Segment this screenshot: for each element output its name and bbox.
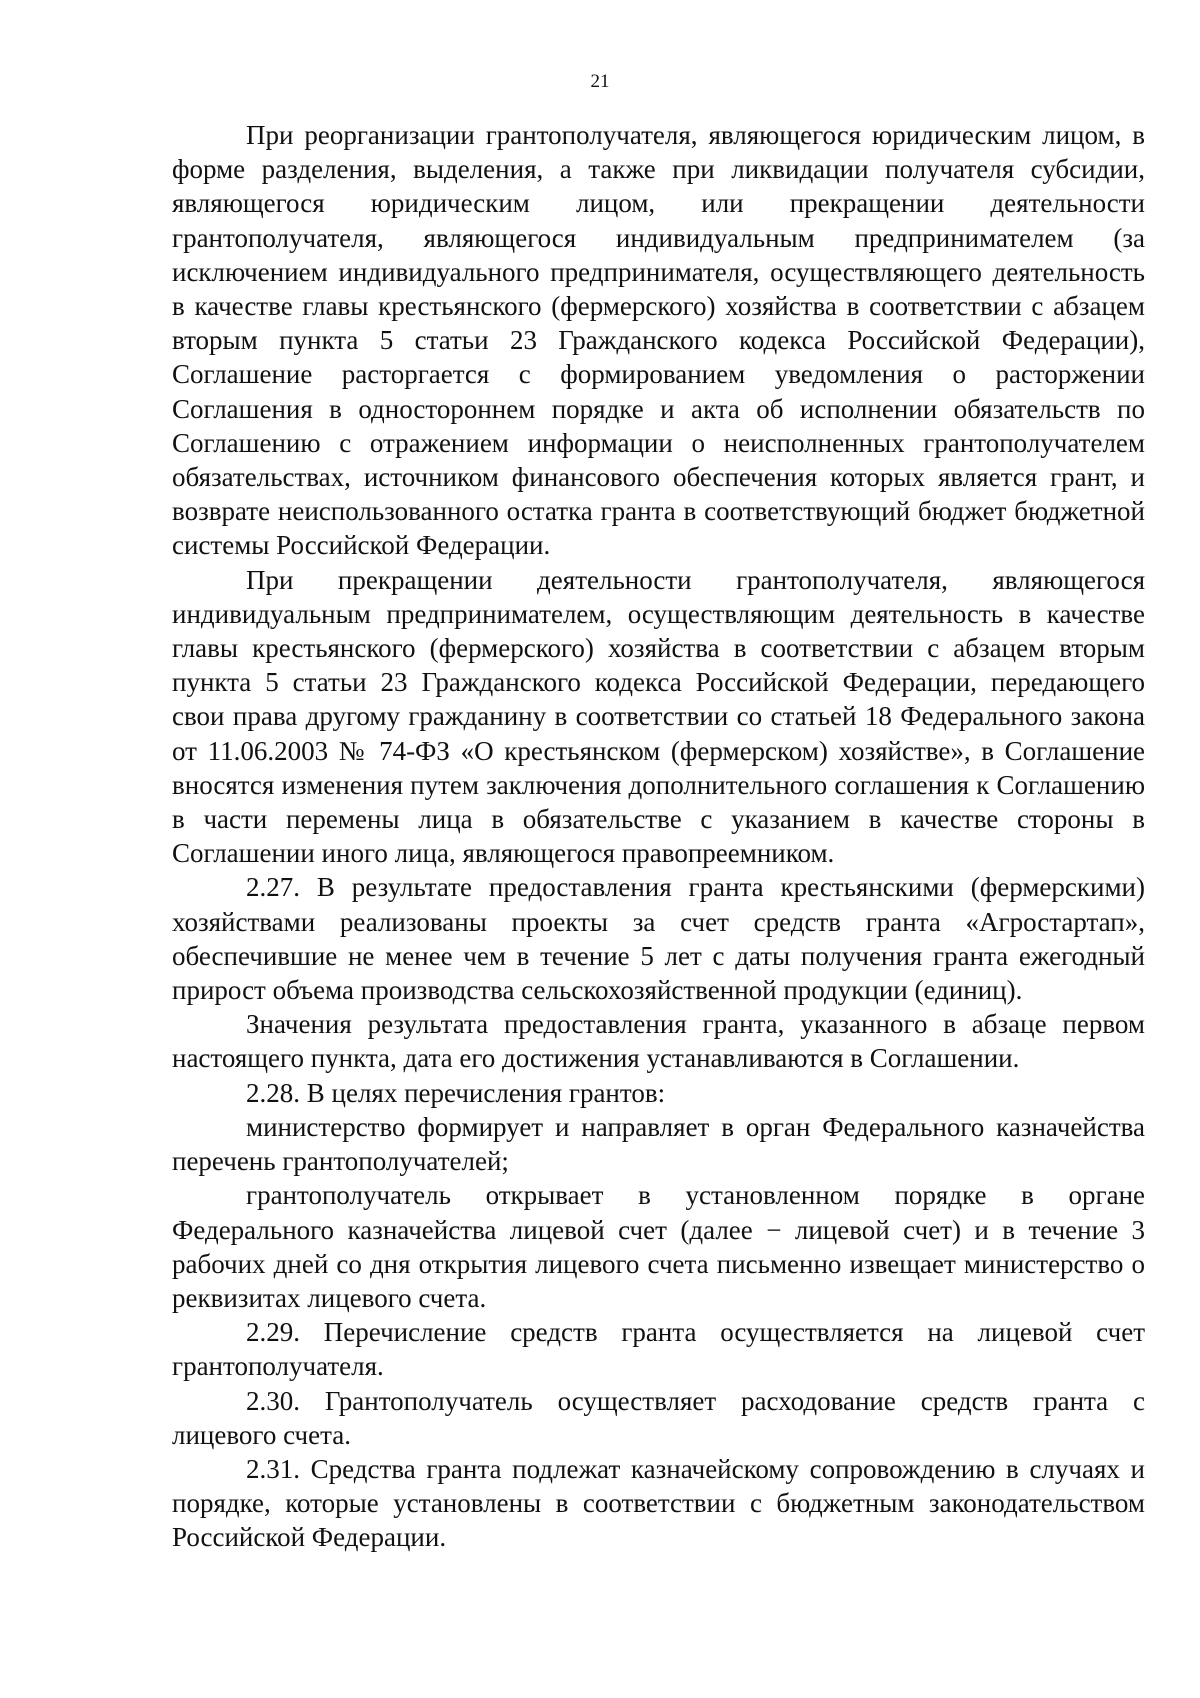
paragraph-2-29: 2.29. Перечисление средств гранта осуществляется на лицевой счет грантополучателя. [172, 1317, 1145, 1382]
paragraph-ministry-list: министерство формирует и направляет в орган Федерального казначейства перечень грантополучателей; [172, 1111, 1145, 1177]
paragraph-2-30: 2.30. Грантополучатель осуществляет расходование средств гранта с лицевого счета. [172, 1385, 1145, 1450]
paragraph-termination-ip: При прекращении деятельности грантополучателя, являющегося индивидуальным предпринимателем, осуществляющим деятельность в качестве главы крестьянского (фермерского) хозяйства в соответствии с абзацем вторым пункта 5 статьи 23 Гражданского кодекса Российской Федерации, передающего свои права другому гражданину в соответствии со статьей 18 Федерального закона от 11.06.2003 № 74-ФЗ «О крестьянском (фермерском) хозяйстве», в Соглашение вносятся изменения путем заключения дополнительного соглашения к Соглашению в части перемены лица в обязательстве с указанием в качестве стороны в Соглашении иного лица, являющегося правопреемником. [172, 564, 1145, 869]
paragraph-2-28: 2.28. В целях перечисления грантов: [246, 1077, 666, 1108]
paragraph-2-27: 2.27. В результате предоставления гранта крестьянскими (фермерскими) хозяйствами реализованы проекты за счет средств гранта «Агростартап», обеспечившие не менее чем в течение 5 лет с даты получения гранта ежегодный прирост объема производства сельскохозяйственной продукции (единиц). [172, 872, 1145, 1006]
paragraph-personal-account: грантополучатель открывает в установленном порядке в органе Федерального казначейства лицевой счет (далее − лицевой счет) и в течение 3 рабочих дней со дня открытия лицевого счета письменно извещает министерство о реквизитах лицевого счета. [172, 1180, 1145, 1313]
document-body [172, 118, 1145, 1555]
paragraph-reorganization: При реорганизации грантополучателя, являющегося юридическим лицом, в форме разделения, выделения, а также при ликвидации получателя субсидии, являющегося юридическим лицом, или прекращении деятельности грантополучателя, являющегося индивидуальным предпринимателем (за исключением индивидуального предпринимателя, осуществляющего деятельность в качестве главы крестьянского (фермерского) хозяйства в соответствии с абзацем вторым пункта 5 статьи 23 Гражданского кодекса Российской Федерации), Соглашение расторгается с формированием уведомления о расторжении Соглашения в одностороннем порядке и акта об исполнении обязательств по Соглашению с отражением информации о неисполненных грантополучателем обязательствах, источником финансового обеспечения которых является грант, и возврате неиспользованного остатка гранта в соответствующий бюджет бюджетной системы Российской Федерации. [172, 120, 1145, 561]
paragraph-2-31: 2.31. Средства гранта подлежат казначейскому сопровождению в случаях и порядке, которые установлены в соответствии с бюджетным законодательством Российской Федерации. [172, 1453, 1145, 1553]
paragraph-result-values: Значения результата предоставления гранта, указанного в абзаце первом настоящего пункта, дата его достижения устанавливаются в Соглашении. [172, 1009, 1145, 1074]
page-number: 21 [590, 71, 610, 92]
